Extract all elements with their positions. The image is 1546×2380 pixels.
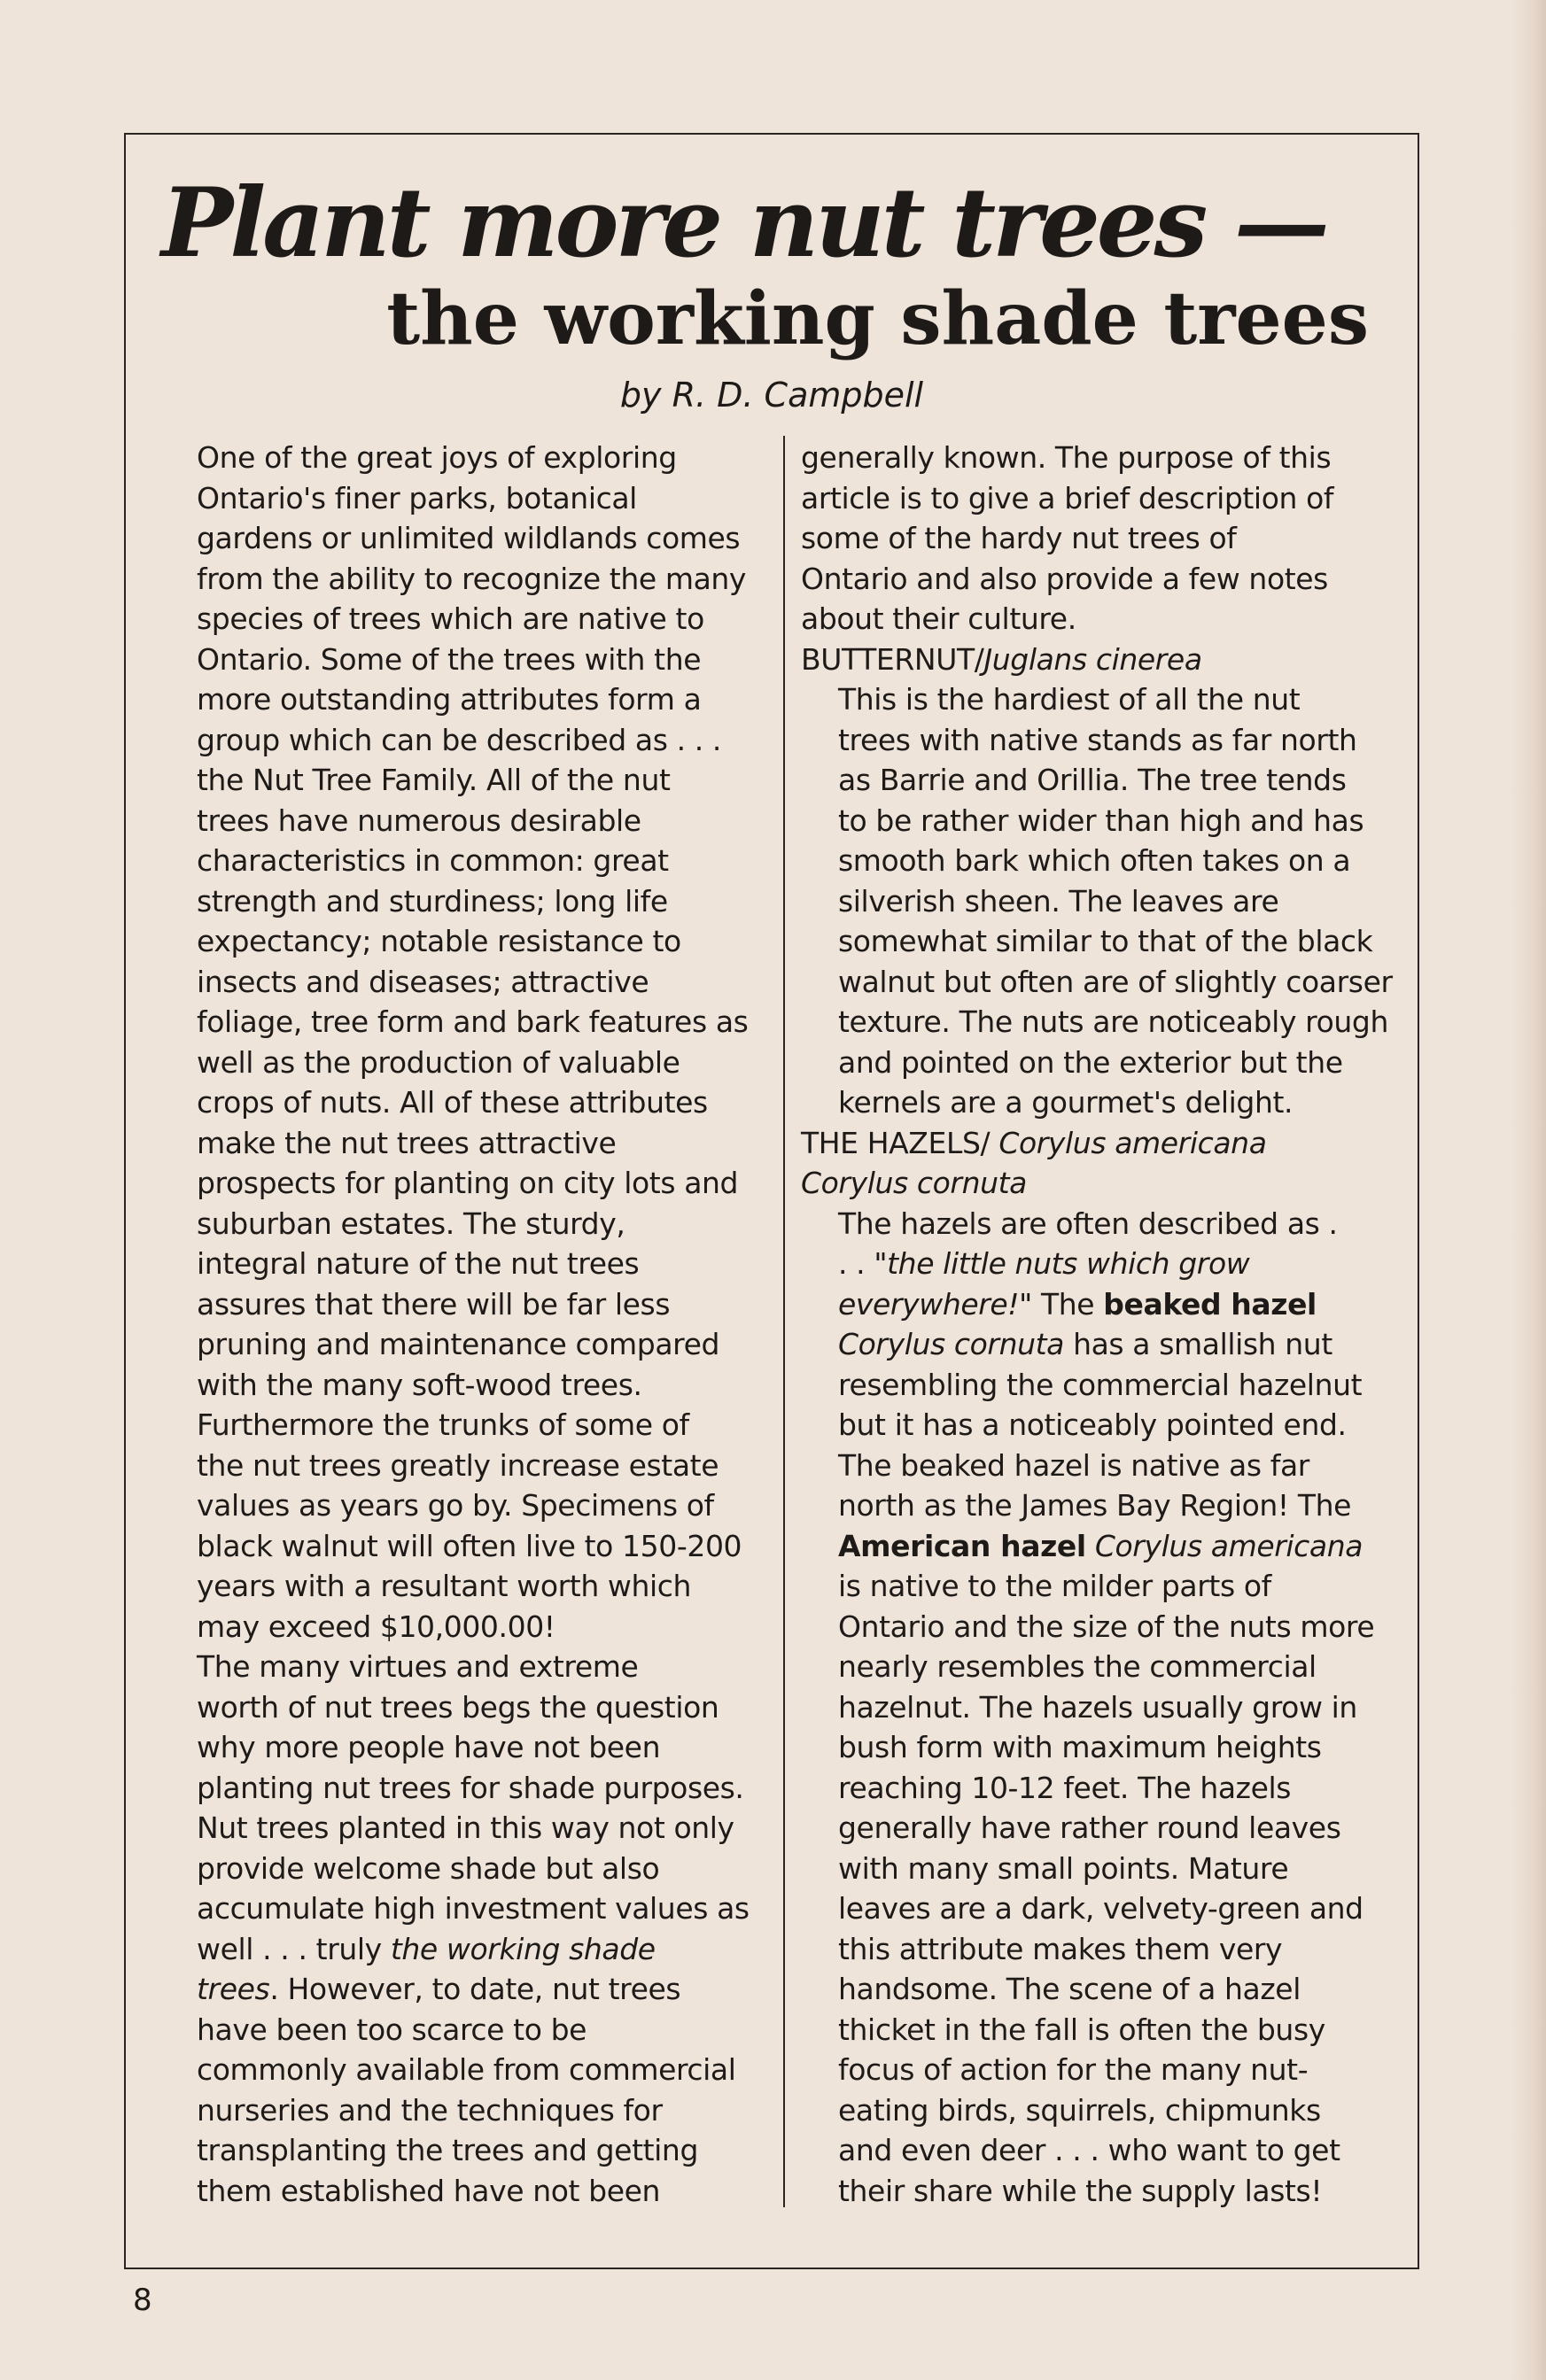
heading-line <box>801 1123 1421 1164</box>
paragraph <box>801 1204 1421 2212</box>
text-line: trees with native stands as far north <box>838 722 1357 757</box>
text-line: make the nut trees attractive <box>197 1125 617 1160</box>
text-line: the nut trees greatly increase estate <box>197 1447 719 1483</box>
text-line: Furthermore the trunks of some of <box>197 1407 689 1442</box>
text-line: but it has a noticeably pointed end. <box>838 1407 1347 1442</box>
text-line: insects and diseases; attractive <box>197 964 649 999</box>
emphasis-text: Corylus americana <box>1094 1528 1363 1563</box>
text-line: walnut but often are of slightly coarser <box>838 964 1393 999</box>
text-line: generally known. The purpose of this <box>801 440 1332 475</box>
text-line: the Nut Tree Family. All of the nut <box>197 763 671 797</box>
column-divider <box>783 436 785 2207</box>
text-line: and even deer . . . who want to get <box>838 2133 1340 2167</box>
text-line: black walnut will often live to 150-200 <box>197 1528 742 1563</box>
text-line: resembling the commercial hazelnut <box>838 1367 1363 1402</box>
text-line: suburban estates. The sturdy, <box>197 1206 625 1241</box>
text-line: expectancy; notable resistance to <box>197 924 681 958</box>
text-line: group which can be described as . . . <box>197 722 722 757</box>
heading-latin-name: Corylus cornuta <box>801 1166 1027 1200</box>
text-line: generally have rather round leaves <box>838 1810 1341 1845</box>
text-line: years with a resultant worth which <box>197 1569 692 1603</box>
text-line: kernels are a gourmet's delight. <box>838 1085 1294 1120</box>
paragraph <box>801 438 1421 640</box>
text-line: The beaked hazel is native as far <box>838 1447 1309 1483</box>
page-edge <box>1511 0 1546 2380</box>
text-line: some of the hardy nut trees of <box>801 521 1237 555</box>
text-line: trees have numerous desirable <box>197 802 641 838</box>
bold-text: beaked hazel <box>1103 1286 1317 1322</box>
text-line <box>159 1969 806 2010</box>
emphasis-text: "the little nuts which grow <box>874 1246 1250 1281</box>
text-line: thicket in the fall is often the busy <box>838 2012 1325 2047</box>
article-frame <box>124 133 1419 2269</box>
text-line: and pointed on the exterior but the <box>838 1044 1343 1080</box>
text-line: The many virtues and extreme <box>197 1649 639 1684</box>
heading-common-name: BUTTERNUT/ <box>801 641 984 677</box>
text-line: nearly resembles the commercial <box>838 1649 1317 1684</box>
text-line: crops of nuts. All of these attributes <box>197 1085 708 1120</box>
text-line: with many small points. Mature <box>838 1850 1289 1886</box>
text-line: their share while the supply lasts! <box>838 2173 1323 2208</box>
text-line: about their culture. <box>801 601 1076 636</box>
heading-latin-name: Corylus americana <box>998 1125 1267 1160</box>
text-line <box>801 1324 1421 1365</box>
text-line: hazelnut. The hazels usually grow in <box>838 1689 1357 1725</box>
text-line <box>159 1929 806 1970</box>
text-line: planting nut trees for shade purposes. <box>197 1770 744 1805</box>
text-line: species of trees which are native to <box>197 601 704 636</box>
text-line: why more people have not been <box>197 1730 661 1764</box>
text-line: values as years go by. Specimens of <box>197 1488 714 1523</box>
heading-common-name: THE HAZELS/ <box>801 1125 999 1160</box>
text-line: somewhat similar to that of the black <box>838 924 1373 958</box>
column-right <box>801 438 1421 2211</box>
paragraph <box>159 438 806 1647</box>
section-heading-hazels <box>801 1123 1421 1204</box>
text-line: leaves are a dark, velvety-green and <box>838 1891 1363 1926</box>
text-line: silverish sheen. The leaves are <box>838 883 1279 919</box>
text-line: as Barrie and Orillia. The tree tends <box>838 763 1347 797</box>
text-line: north as the James Bay Region! The <box>838 1488 1351 1523</box>
text-run: . . <box>838 1246 874 1281</box>
emphasis-text: Corylus cornuta <box>838 1327 1064 1361</box>
text-run: The <box>1031 1286 1104 1322</box>
text-line: smooth bark which often takes on a <box>838 843 1351 878</box>
text-line: strength and sturdiness; long life <box>197 883 668 919</box>
text-line: provide welcome shade but also <box>197 1850 660 1886</box>
paragraph <box>801 679 1421 1123</box>
text-line: bush form with maximum heights <box>838 1730 1322 1764</box>
bold-text: American hazel <box>838 1528 1086 1563</box>
text-line: pruning and maintenance compared <box>197 1327 720 1361</box>
text-line: assures that there will be far less <box>197 1286 671 1322</box>
text-line: well as the production of valuable <box>197 1044 680 1080</box>
column-left <box>159 438 806 2211</box>
emphasis-text: trees <box>197 1972 270 2006</box>
text-line: texture. The nuts are noticeably rough <box>838 1004 1388 1039</box>
article-title: Plant more nut trees — <box>161 167 1326 279</box>
text-line: characteristics in common: great <box>197 843 669 878</box>
text-line: The hazels are often described as . <box>838 1206 1338 1241</box>
text-line: them established have not been <box>197 2173 661 2208</box>
page-number: 8 <box>133 2283 152 2318</box>
text-line: accumulate high investment values as <box>197 1891 750 1926</box>
section-heading-butternut <box>801 640 1421 680</box>
text-line: foliage, tree form and bark features as <box>197 1004 749 1039</box>
text-run: has a smallish nut <box>1064 1327 1332 1361</box>
text-line: nurseries and the techniques for <box>197 2092 663 2128</box>
text-line: Ontario and the size of the nuts more <box>838 1609 1375 1644</box>
text-line: article is to give a brief description of <box>801 480 1334 516</box>
text-run: . However, to date, nut trees <box>269 1972 681 2006</box>
text-line: Nut trees planted in this way not only <box>197 1810 734 1845</box>
text-line <box>801 1284 1421 1325</box>
text-line: transplanting the trees and getting <box>197 2133 698 2167</box>
text-line: from the ability to recognize the many <box>197 561 747 596</box>
paragraph <box>159 1647 806 2211</box>
article-subtitle: the working shade trees <box>386 276 1369 361</box>
text-line: to be rather wider than high and has <box>838 802 1364 838</box>
byline: by R. D. Campbell <box>619 376 924 415</box>
text-line: reaching 10-12 feet. The hazels <box>838 1770 1292 1805</box>
text-line <box>801 1244 1421 1284</box>
text-run <box>1086 1529 1095 1563</box>
text-line: handsome. The scene of a hazel <box>838 1972 1301 2006</box>
text-line: this attribute makes them very <box>838 1931 1283 1966</box>
text-line: This is the hardiest of all the nut <box>838 682 1301 717</box>
text-line: with the many soft-wood trees. <box>197 1367 642 1402</box>
text-run: well . . . truly <box>197 1931 391 1966</box>
text-line: One of the great joys of exploring <box>197 440 677 475</box>
text-line: prospects for planting on city lots and <box>197 1166 739 1200</box>
text-line: is native to the milder parts of <box>838 1569 1271 1603</box>
text-line: have been too scarce to be <box>197 2012 587 2047</box>
emphasis-text: everywhere!" <box>838 1286 1032 1322</box>
heading-latin-name: Juglans cinerea <box>983 641 1202 677</box>
heading-line <box>801 640 1421 680</box>
text-line: more outstanding attributes form a <box>197 682 702 717</box>
text-line: eating birds, squirrels, chipmunks <box>838 2092 1321 2128</box>
text-line: may exceed $10,000.00! <box>197 1609 555 1644</box>
text-line: Ontario's finer parks, botanical <box>197 480 637 516</box>
text-line: Ontario and also provide a few notes <box>801 561 1328 596</box>
text-line <box>801 1526 1421 1567</box>
text-line: integral nature of the nut trees <box>197 1246 640 1281</box>
text-line: worth of nut trees begs the question <box>197 1689 719 1725</box>
text-line: gardens or unlimited wildlands comes <box>197 521 741 555</box>
text-line: Ontario. Some of the trees with the <box>197 641 702 677</box>
text-line: focus of action for the many nut- <box>838 2052 1309 2087</box>
text-line: commonly available from commercial <box>197 2052 736 2087</box>
emphasis-text: the working shade <box>390 1931 656 1966</box>
